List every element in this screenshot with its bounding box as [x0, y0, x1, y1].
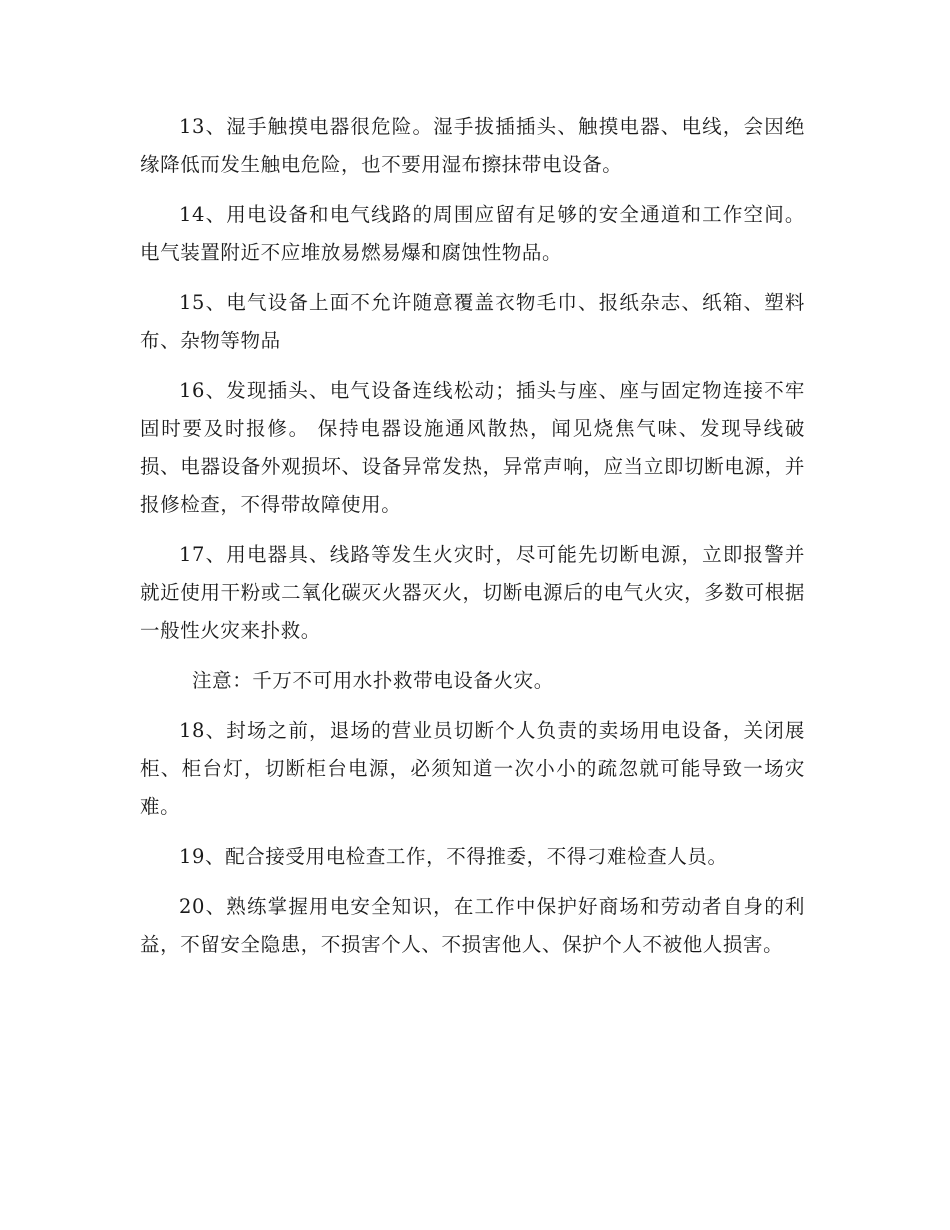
paragraph-17: 17、用电器具、线路等发生火灾时，尽可能先切断电源，立即报警并就近使用干粉或二氧化碳灭火器灭火，切断电源后的电气火灾，多数可根据一般性火灾来扑救。 [140, 543, 805, 642]
paragraph-14: 14、用电设备和电气线路的周围应留有足够的安全通道和工作空间。电气装置附近不应堆放易燃易爆和腐蚀性物品。 [140, 203, 805, 264]
paragraph-18: 18、封场之前，退场的营业员切断个人负责的卖场用电设备，关闭展柜、柜台灯，切断柜台电源，必须知道一次小小的疏忽就可能导致一场灾难。 [140, 719, 805, 818]
note-warning: 注意：千万不可用水扑救带电设备火灾。 [192, 669, 554, 692]
document-body [140, 108, 805, 976]
paragraph-15: 15、电气设备上面不允许随意覆盖衣物毛巾、报纸杂志、纸箱、塑料布、杂物等物品 [140, 291, 805, 352]
paragraph-16: 16、发现插头、电气设备连线松动；插头与座、座与固定物连接不牢固时要及时报修。 保持电器设施通风散热，闻见烧焦气味、发现导线破损、电器设备外观损坏、设备异常发热，异常声响，应当立即切断电源，并报修检查，不得带故障使用。 [140, 379, 805, 516]
paragraph-13: 13、湿手触摸电器很危险。湿手拔插插头、触摸电器、电线，会因绝缘降低而发生触电危险，也不要用湿布擦抹带电设备。 [140, 115, 805, 176]
paragraph-19: 19、配合接受用电检查工作，不得推委，不得刁难检查人员。 [179, 845, 728, 868]
paragraph-20: 20、熟练掌握用电安全知识，在工作中保护好商场和劳动者自身的利益，不留安全隐患，不损害个人、不损害他人、保护个人不被他人损害。 [140, 895, 805, 956]
